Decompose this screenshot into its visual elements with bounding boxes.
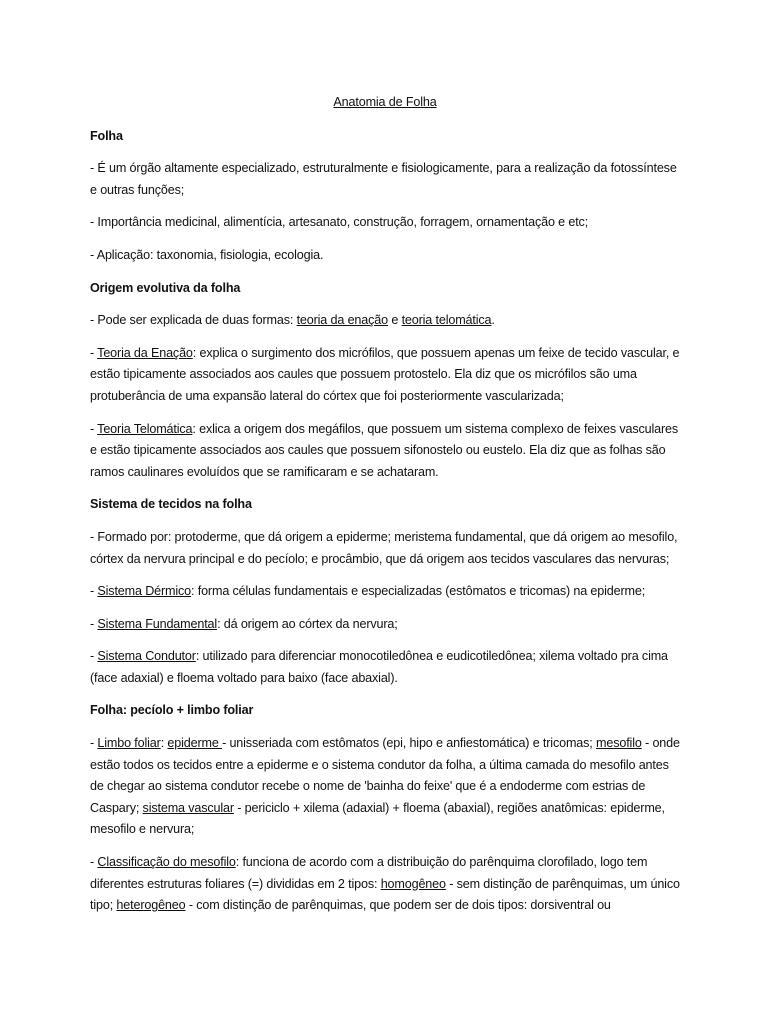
term-epiderme: epiderme — [167, 736, 223, 751]
text: e — [388, 313, 402, 328]
text: - — [90, 421, 98, 436]
heading-sistema: Sistema de tecidos na folha — [90, 497, 252, 512]
paragraph-definition: - É um órgão altamente especializado, estruturalmente e fisiologicamente, para a realização da fotossíntese e outras funções; — [90, 161, 677, 197]
paragraph-sistema-condutor — [90, 646, 680, 689]
term-homogeneo: homogêneo — [380, 876, 446, 891]
text: - onde estão todos os tecidos entre a epiderme e o sistema condutor da folha, a última camada do mesofilo antes de chegar ao sistema condutor recebe o nome de 'bainha do feixe' que é a endoderme com estrias de Caspary; — [90, 736, 680, 815]
text: - unisseriada com estômatos (epi, hipo e anfiestomática) e tricomas; — [222, 736, 596, 751]
text: - — [90, 855, 98, 870]
text: . — [491, 313, 495, 328]
heading-origem: Origem evolutiva da folha — [90, 280, 241, 295]
paragraph-formado-por: - Formado por: protoderme, que dá origem a epiderme; meristema fundamental, que dá origem ao mesofilo, córtex da nervura principal e do pecíolo; e procâmbio, que dá origem aos tecidos vasculares das nervuras; — [90, 529, 678, 566]
paragraph-limbo-foliar — [90, 733, 680, 841]
document-title: Anatomia de Folha — [333, 95, 437, 109]
text: : dá origem ao córtex da nervura; — [217, 616, 398, 631]
term-mesofilo: mesofilo — [596, 736, 642, 751]
text: : explica o surgimento dos micrófilos, que possuem apenas um feixe de tecido vascular, e estão tipicamente associados aos caules que possuem protostelo. Ela diz que os micrófilos são uma protuberância de uma expansão lateral do córtex que foi posteriormente vascularizada; — [90, 345, 680, 403]
paragraph-two-forms — [90, 310, 680, 332]
text: : forma células fundamentais e especializadas (estômatos e tricomas) na epiderme; — [191, 584, 646, 599]
text: - com distinção de parênquimas, que podem ser de dois tipos: dorsiventral ou — [185, 898, 611, 913]
term-teoria-telomatica: teoria telomática — [401, 313, 492, 328]
paragraph-classificacao-mesofilo — [90, 852, 680, 917]
term-teoria-enacao: Teoria da Enação — [97, 345, 193, 360]
text: - Pode ser explicada de duas formas: — [90, 313, 297, 328]
term-teoria-enacao: teoria da enação — [296, 313, 388, 328]
paragraph-sistema-dermico — [90, 581, 680, 603]
text: - sem distinção de parênquimas, um único tipo; — [90, 876, 680, 913]
term-classificacao-mesofilo: Classificação do mesofilo — [97, 855, 236, 870]
paragraph-teoria-telomatica — [90, 419, 680, 484]
paragraph-importance: - Importância medicinal, alimentícia, artesanato, construção, forragem, ornamentação e etc; — [90, 215, 589, 230]
text: : — [160, 736, 168, 751]
paragraph-sistema-fundamental — [90, 614, 680, 636]
paragraph-application: - Aplicação: taxonomia, fisiologia, ecologia. — [90, 247, 324, 262]
document-page — [90, 92, 680, 928]
text: - periciclo + xilema (adaxial) + floema (abaxial), regiões anatômicas: epiderme, mesofilo e nervura; — [90, 800, 665, 837]
text: - — [90, 584, 98, 599]
term-limbo-foliar: Limbo foliar — [97, 736, 161, 751]
term-sistema-vascular: sistema vascular — [142, 800, 234, 815]
text: : funciona de acordo com a distribuição do parênquima clorofilado, logo tem diferentes estruturas foliares (=) divididas em 2 tipos: — [90, 855, 648, 891]
text: : utilizado para diferenciar monocotiledônea e eudicotiledônea; xilema voltado pra cima (face adaxial) e floema voltado para baixo (face abaxial). — [90, 649, 668, 685]
heading-folha: Folha — [90, 128, 123, 143]
text: - — [90, 616, 98, 631]
text: : exlica a origem dos megáfilos, que possuem um sistema complexo de feixes vasculares e estão tipicamente associados aos caules que possuem sifonostelo ou eustelo. Ela diz que as folhas são ramos caulinares evoluídos que se ramificaram e se achataram. — [90, 421, 679, 479]
term-sistema-fundamental: Sistema Fundamental — [97, 616, 218, 631]
heading-peciolo: Folha: pecíolo + limbo foliar — [90, 703, 254, 718]
term-heterogeneo: heterogêneo — [116, 898, 186, 913]
text: - — [90, 345, 98, 360]
term-sistema-condutor: Sistema Condutor — [97, 649, 196, 664]
paragraph-teoria-enacao — [90, 343, 680, 408]
text: - — [90, 736, 98, 751]
text: - — [90, 649, 98, 664]
term-sistema-dermico: Sistema Dérmico — [97, 584, 192, 599]
term-teoria-telomatica: Teoria Telomática — [97, 421, 193, 436]
